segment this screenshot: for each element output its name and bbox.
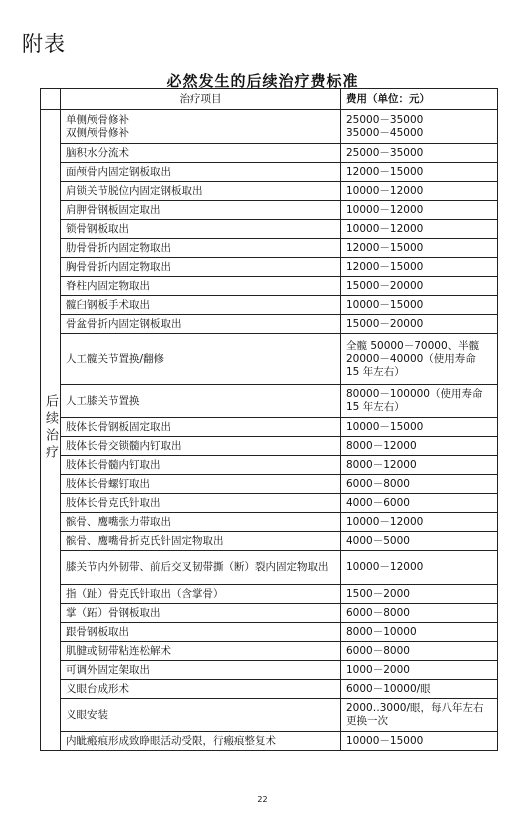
table-row xyxy=(41,182,498,201)
fee-cell: 10000－12000 xyxy=(341,182,498,201)
fee-cell: 6000－8000 xyxy=(341,475,498,494)
page-number: 22 xyxy=(257,795,268,804)
appendix-label: 附表 xyxy=(22,32,66,56)
item-cell: 膝关节内外韧带、前后交叉韧带撕（断）裂内固定物取出 xyxy=(61,551,341,585)
category-cell xyxy=(41,110,61,751)
item-cell: 肢体长骨髓内钉取出 xyxy=(61,456,341,475)
fee-cell: 4000－5000 xyxy=(341,532,498,551)
item-cell: 单侧颅骨修补 双侧颅骨修补 xyxy=(61,110,341,144)
fee-cell: 10000－12000 xyxy=(341,201,498,220)
header-fee: 费用（单位：元） xyxy=(341,89,498,110)
item-cell: 脑积水分流术 xyxy=(61,144,341,163)
fee-cell: 80000－100000（使用寿命 15 年左右） xyxy=(341,385,498,418)
fee-cell: 10000－12000 xyxy=(341,551,498,585)
item-cell: 骨盆骨折内固定钢板取出 xyxy=(61,315,341,334)
item-cell: 肢体长骨钢板固定取出 xyxy=(61,418,341,437)
item-cell: 可调外固定架取出 xyxy=(61,661,341,680)
fee-cell: 8000－10000 xyxy=(341,623,498,642)
item-cell: 髌骨、鹰嘴张力带取出 xyxy=(61,513,341,532)
fee-cell: 6000－10000/眼 xyxy=(341,680,498,699)
table-row xyxy=(41,585,498,604)
table-row xyxy=(41,699,498,732)
fee-cell: 6000－8000 xyxy=(341,642,498,661)
table-row xyxy=(41,623,498,642)
table-row xyxy=(41,418,498,437)
table-row xyxy=(41,604,498,623)
item-cell: 人工膝关节置换 xyxy=(61,385,341,418)
item-cell: 义眼安装 xyxy=(61,699,341,732)
item-cell: 肢体长骨克氏针取出 xyxy=(61,494,341,513)
table-row xyxy=(41,258,498,277)
table-row xyxy=(41,732,498,751)
header-item: 治疗项目 xyxy=(61,89,341,110)
item-cell: 髋臼钢板手术取出 xyxy=(61,296,341,315)
fee-cell: 10000－12000 xyxy=(341,220,498,239)
item-cell: 髌骨、鹰嘴骨折克氏针固定物取出 xyxy=(61,532,341,551)
item-cell: 肌腱或韧带粘连松解术 xyxy=(61,642,341,661)
fee-cell: 15000－20000 xyxy=(341,315,498,334)
item-cell: 肩锁关节脱位内固定钢板取出 xyxy=(61,182,341,201)
table-row xyxy=(41,163,498,182)
page-title: 必然发生的后续治疗费标准 xyxy=(166,72,359,90)
item-cell: 内眦瘢痕形成致睁眼活动受限，行瘢痕整复术 xyxy=(61,732,341,751)
item-cell: 胸骨骨折内固定物取出 xyxy=(61,258,341,277)
table-row xyxy=(41,456,498,475)
item-cell: 锁骨钢板取出 xyxy=(61,220,341,239)
fee-cell: 2000‥3000/眼，每八年左右更换一次 xyxy=(341,699,498,732)
header-blank xyxy=(41,89,61,110)
fee-cell: 1500－2000 xyxy=(341,585,498,604)
item-cell: 肩胛骨钢板固定取出 xyxy=(61,201,341,220)
table-row xyxy=(41,315,498,334)
table-row xyxy=(41,661,498,680)
fee-cell: 10000－12000 xyxy=(341,513,498,532)
item-cell: 面颅骨内固定钢板取出 xyxy=(61,163,341,182)
fee-cell: 全髋 50000－70000、半髋 20000－40000（使用寿命 15 年左右） xyxy=(341,334,498,385)
table-row xyxy=(41,437,498,456)
table-row xyxy=(41,220,498,239)
item-cell: 义眼台成形术 xyxy=(61,680,341,699)
table-row xyxy=(41,277,498,296)
item-cell: 人工髋关节置换/翻修 xyxy=(61,334,341,385)
fee-table xyxy=(40,88,498,751)
item-cell: 指（趾）骨克氏针取出（含掌骨） xyxy=(61,585,341,604)
fee-cell: 25000－35000 xyxy=(341,144,498,163)
table-row xyxy=(41,144,498,163)
fee-cell: 12000－15000 xyxy=(341,163,498,182)
fee-cell: 10000－15000 xyxy=(341,732,498,751)
fee-cell: 8000－12000 xyxy=(341,456,498,475)
item-cell: 肋骨骨折内固定物取出 xyxy=(61,239,341,258)
item-cell: 肢体长骨交锁髓内钉取出 xyxy=(61,437,341,456)
item-cell: 掌（跖）骨钢板取出 xyxy=(61,604,341,623)
table-header-row xyxy=(41,89,498,110)
item-cell: 脊柱内固定物取出 xyxy=(61,277,341,296)
fee-cell: 15000－20000 xyxy=(341,277,498,296)
fee-cell: 8000－12000 xyxy=(341,437,498,456)
table-row xyxy=(41,385,498,418)
table-row xyxy=(41,475,498,494)
fee-cell: 10000－15000 xyxy=(341,418,498,437)
table-body xyxy=(41,110,498,751)
table-row xyxy=(41,494,498,513)
table-row xyxy=(41,680,498,699)
table-row xyxy=(41,532,498,551)
fee-cell: 4000－6000 xyxy=(341,494,498,513)
item-cell: 跟骨钢板取出 xyxy=(61,623,341,642)
fee-cell: 25000－35000 35000－45000 xyxy=(341,110,498,144)
item-cell: 肢体长骨螺钉取出 xyxy=(61,475,341,494)
table-row xyxy=(41,551,498,585)
fee-cell: 1000－2000 xyxy=(341,661,498,680)
table-row xyxy=(41,239,498,258)
table-row xyxy=(41,296,498,315)
table-row xyxy=(41,201,498,220)
table-row xyxy=(41,642,498,661)
fee-cell: 12000－15000 xyxy=(341,258,498,277)
fee-cell: 6000－8000 xyxy=(341,604,498,623)
table-row xyxy=(41,513,498,532)
fee-cell: 12000－15000 xyxy=(341,239,498,258)
table-row xyxy=(41,110,498,144)
table-row xyxy=(41,334,498,385)
category-label: 后续治疗 xyxy=(43,394,58,462)
fee-cell: 10000－15000 xyxy=(341,296,498,315)
